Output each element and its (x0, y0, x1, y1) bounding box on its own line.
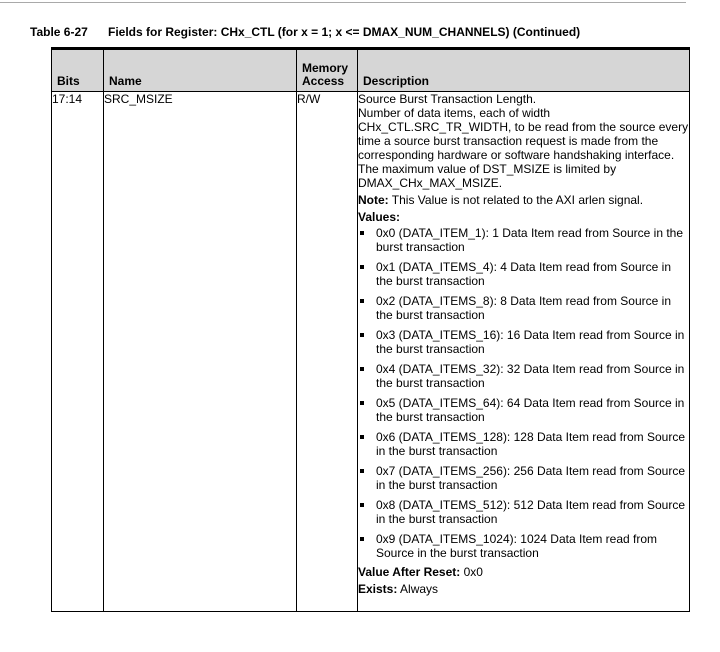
exists-value: Always (397, 582, 439, 596)
description-summary: Source Burst Transaction Length. (358, 92, 537, 106)
bullet-square-icon (360, 333, 364, 337)
value-text: 0x0 (DATA_ITEM_1): 1 Data Item read from Source in the burst transaction (376, 226, 684, 254)
list-item (358, 226, 689, 254)
note-label: Note: (358, 193, 389, 207)
cell-name: SRC_MSIZE (104, 92, 297, 612)
table-caption (30, 25, 580, 39)
value-text: 0x1 (DATA_ITEMS_4): 4 Data Item read from Source in the burst transaction (376, 260, 671, 288)
list-item (358, 532, 689, 560)
value-text: 0x5 (DATA_ITEMS_64): 64 Data Item read from Source in the burst transaction (376, 396, 685, 424)
description-note (358, 193, 689, 207)
bullet-square-icon (360, 231, 364, 235)
header-access-line2: Access (302, 74, 345, 88)
value-after-reset (358, 565, 689, 579)
value-text: 0x8 (DATA_ITEMS_512): 512 Data Item read from Source in the burst transaction (376, 498, 686, 526)
list-item (358, 464, 689, 492)
list-item (358, 294, 689, 322)
header-bits: Bits (52, 49, 104, 92)
list-item (358, 396, 689, 424)
exists-label: Exists: (358, 582, 398, 596)
table-caption-title: Fields for Register: CHx_CTL (for x = 1; x <= DMAX_NUM_CHANNELS) (Continued) (108, 25, 581, 39)
header-description: Description (358, 49, 690, 92)
bullet-square-icon (360, 401, 364, 405)
values-heading (358, 210, 689, 224)
cell-access: R/W (297, 92, 358, 612)
cell-description (358, 92, 690, 612)
description-body: Number of data items, each of width CHx_CTL.SRC_TR_WIDTH, to be read from the source every time a source burst transaction request is made from the corresponding hardware or software handshaking interface. The maximum value of DST_MSIZE is limited by DMAX_CHx_MAX_MSIZE. (358, 106, 689, 190)
register-fields-table (51, 47, 690, 612)
value-text: 0x7 (DATA_ITEMS_256): 256 Data Item read from Source in the burst transaction (376, 464, 686, 492)
exists (358, 582, 689, 596)
list-item (358, 362, 689, 390)
list-item (358, 430, 689, 458)
bullet-square-icon (360, 435, 364, 439)
list-item (358, 328, 689, 356)
header-access-line1: Memory (302, 61, 349, 75)
reset-label: Value After Reset: (358, 565, 461, 579)
values-list (358, 226, 689, 560)
list-item (358, 260, 689, 288)
bullet-square-icon (360, 299, 364, 303)
note-text: This Value is not related to the AXI arlen signal. (388, 193, 644, 207)
bullet-square-icon (360, 265, 364, 269)
table-caption-number: Table 6-27 (30, 25, 88, 39)
values-label: Values: (358, 210, 401, 224)
table-header-row (52, 49, 690, 92)
bullet-square-icon (360, 537, 364, 541)
bullet-square-icon (360, 503, 364, 507)
table-row (52, 92, 690, 612)
page-top-rule (0, 2, 686, 3)
value-text: 0x2 (DATA_ITEMS_8): 8 Data Item read from Source in the burst transaction (376, 294, 671, 322)
header-memory-access (297, 49, 358, 92)
bullet-square-icon (360, 469, 364, 473)
list-item (358, 498, 689, 526)
value-text: 0x3 (DATA_ITEMS_16): 16 Data Item read from Source in the burst transaction (376, 328, 685, 356)
bullet-square-icon (360, 367, 364, 371)
value-text: 0x4 (DATA_ITEMS_32): 32 Data Item read from Source in the burst transaction (376, 362, 685, 390)
value-text: 0x6 (DATA_ITEMS_128): 128 Data Item read from Source in the burst transaction (376, 430, 686, 458)
reset-value: 0x0 (460, 565, 483, 579)
cell-bits: 17:14 (52, 92, 104, 612)
header-name: Name (104, 49, 297, 92)
value-text: 0x9 (DATA_ITEMS_1024): 1024 Data Item read from Source in the burst transaction (376, 532, 658, 560)
